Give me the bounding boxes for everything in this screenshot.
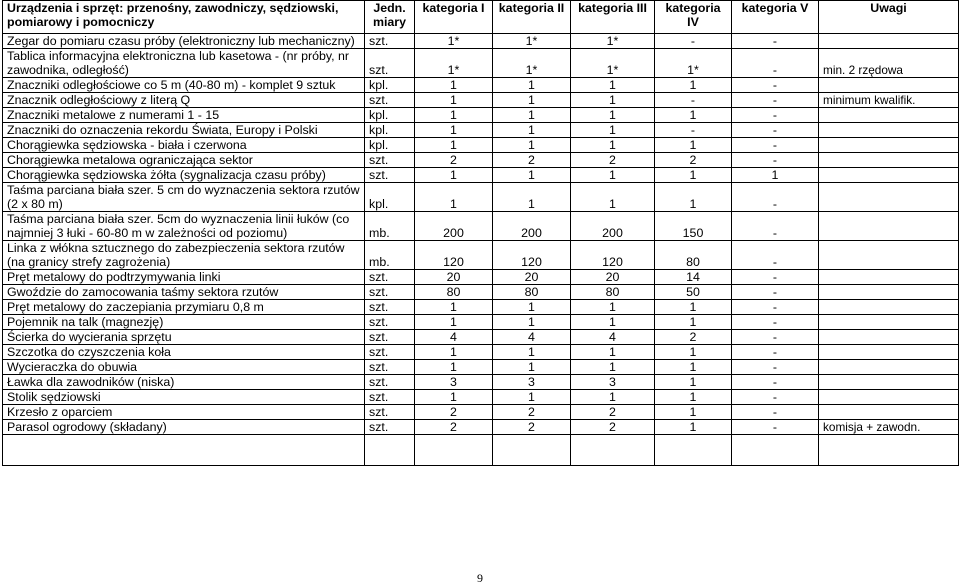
- cell-unit: szt.: [365, 153, 415, 168]
- table-row: [3, 212, 959, 241]
- cell-unit: szt.: [365, 300, 415, 315]
- cell-notes: [819, 138, 959, 153]
- table-row: [3, 138, 959, 153]
- table-row: [3, 108, 959, 123]
- cell-category-4: 50: [655, 285, 732, 300]
- cell-category-4: -: [655, 93, 732, 108]
- header-category-4: kategoria IV: [655, 1, 732, 34]
- cell-item-name: Linka z włókna sztucznego do zabezpieczenia sektora rzutów (na granicy strefy zagrożenia): [3, 241, 365, 270]
- cell-item-name: Gwoździe do zamocowania taśmy sektora rzutów: [3, 285, 365, 300]
- cell-category-3: 1: [571, 108, 655, 123]
- cell-notes: [819, 405, 959, 420]
- cell-category-4: 1: [655, 108, 732, 123]
- table-row: [3, 270, 959, 285]
- cell-notes: [819, 375, 959, 390]
- cell-item-name: Ławka dla zawodników (niska): [3, 375, 365, 390]
- cell-category-4: 1: [655, 375, 732, 390]
- cell-category-3: 1*: [571, 49, 655, 78]
- cell-category-1: 1: [415, 168, 493, 183]
- table-row: [3, 49, 959, 78]
- cell-category-2: 2: [493, 405, 571, 420]
- cell-unit: kpl.: [365, 78, 415, 93]
- cell-category-3: 3: [571, 375, 655, 390]
- cell-item-name: Stolik sędziowski: [3, 390, 365, 405]
- cell-item-name: Znaczniki odległościowe co 5 m (40-80 m) - komplet 9 sztuk: [3, 78, 365, 93]
- cell-unit: szt.: [365, 49, 415, 78]
- cell-unit: szt.: [365, 360, 415, 375]
- cell-notes: [819, 168, 959, 183]
- cell-category-4: 1: [655, 168, 732, 183]
- cell-category-2: 1: [493, 78, 571, 93]
- cell-category-4: 1*: [655, 49, 732, 78]
- cell-category-4: 80: [655, 241, 732, 270]
- cell-category-4: 1: [655, 405, 732, 420]
- cell-notes: [819, 390, 959, 405]
- cell-category-4: 1: [655, 390, 732, 405]
- table-row: [3, 168, 959, 183]
- header-category-1: kategoria I: [415, 1, 493, 34]
- cell-category-3: 2: [571, 405, 655, 420]
- cell-unit: szt.: [365, 285, 415, 300]
- cell-category-1: 1: [415, 108, 493, 123]
- cell-category-4: -: [655, 34, 732, 49]
- cell-category-4: 1: [655, 360, 732, 375]
- cell-category-4: 1: [655, 315, 732, 330]
- cell-category-5: -: [732, 108, 819, 123]
- cell-category-4: 150: [655, 212, 732, 241]
- cell-unit: szt.: [365, 375, 415, 390]
- cell-category-5: -: [732, 93, 819, 108]
- cell-category-2: 1: [493, 168, 571, 183]
- cell-category-2: 2: [493, 420, 571, 435]
- cell-unit: szt.: [365, 345, 415, 360]
- cell-category-4: 14: [655, 270, 732, 285]
- cell-notes: [819, 108, 959, 123]
- cell-item-name: Chorągiewka metalowa ograniczająca sektor: [3, 153, 365, 168]
- cell-item-name: Szczotka do czyszczenia koła: [3, 345, 365, 360]
- header-category-5: kategoria V: [732, 1, 819, 34]
- cell-category-2: 80: [493, 285, 571, 300]
- cell-category-2: 1: [493, 300, 571, 315]
- cell-category-1: 2: [415, 153, 493, 168]
- table-row: [3, 330, 959, 345]
- cell-category-2: 1: [493, 390, 571, 405]
- cell-category-1: 1: [415, 183, 493, 212]
- cell-category-1: 2: [415, 420, 493, 435]
- cell-category-5: -: [732, 345, 819, 360]
- cell-notes: [819, 270, 959, 285]
- cell-category-5: -: [732, 241, 819, 270]
- cell-item-name: Taśma parciana biała szer. 5cm do wyznaczenia linii łuków (co najmniej 3 łuki - 60-80 m w zależności od poziomu): [3, 212, 365, 241]
- cell-notes: [819, 360, 959, 375]
- cell-notes: [819, 123, 959, 138]
- cell-category-3: 4: [571, 330, 655, 345]
- cell-notes: min. 2 rzędowa: [819, 49, 959, 78]
- page-number: 9: [477, 571, 483, 585]
- cell-notes: [819, 78, 959, 93]
- cell-unit: szt.: [365, 330, 415, 345]
- table-row: [3, 390, 959, 405]
- cell-unit: kpl.: [365, 138, 415, 153]
- cell-category-1: 1*: [415, 34, 493, 49]
- cell-item-name: Pojemnik na talk (magnezję): [3, 315, 365, 330]
- cell-category-3: 1: [571, 315, 655, 330]
- table-row: [3, 123, 959, 138]
- cell-category-2: 1: [493, 315, 571, 330]
- cell-category-1: 80: [415, 285, 493, 300]
- cell-category-2: 1: [493, 138, 571, 153]
- cell-notes: [819, 34, 959, 49]
- table-row: [3, 34, 959, 49]
- cell-category-3: 120: [571, 241, 655, 270]
- table-row: [3, 420, 959, 435]
- cell-category-5: -: [732, 375, 819, 390]
- cell-category-5: -: [732, 420, 819, 435]
- cell-category-3: 2: [571, 420, 655, 435]
- cell-unit: mb.: [365, 212, 415, 241]
- cell-category-5: -: [732, 49, 819, 78]
- cell-category-5: -: [732, 78, 819, 93]
- cell-unit: szt.: [365, 420, 415, 435]
- cell-category-4: 1: [655, 300, 732, 315]
- cell-notes: [819, 345, 959, 360]
- cell-category-2: 120: [493, 241, 571, 270]
- cell-category-3: 2: [571, 153, 655, 168]
- cell-category-3: 1: [571, 138, 655, 153]
- cell-category-4: 1: [655, 138, 732, 153]
- cell-item-name: Znaczniki metalowe z numerami 1 - 15: [3, 108, 365, 123]
- cell-unit: kpl.: [365, 108, 415, 123]
- cell-category-1: 1: [415, 123, 493, 138]
- cell-category-5: -: [732, 330, 819, 345]
- cell-notes: [819, 285, 959, 300]
- cell-category-1: 2: [415, 405, 493, 420]
- header-equipment: Urządzenia i sprzęt: przenośny, zawodniczy, sędziowski, pomiarowy i pomocniczy: [3, 1, 365, 34]
- cell-unit: kpl.: [365, 183, 415, 212]
- cell-unit: szt.: [365, 93, 415, 108]
- cell-category-1: 3: [415, 375, 493, 390]
- cell-notes: [819, 241, 959, 270]
- cell-category-5: -: [732, 285, 819, 300]
- cell-category-2: 1: [493, 183, 571, 212]
- cell-category-4: 1: [655, 183, 732, 212]
- cell-category-1: 200: [415, 212, 493, 241]
- table-row: [3, 78, 959, 93]
- cell-unit: szt.: [365, 34, 415, 49]
- cell-category-1: 1: [415, 390, 493, 405]
- cell-notes: [819, 315, 959, 330]
- cell-notes: [819, 330, 959, 345]
- cell-category-2: 1*: [493, 49, 571, 78]
- equipment-table: [2, 0, 959, 466]
- cell-category-1: 1: [415, 315, 493, 330]
- cell-category-3: 1: [571, 78, 655, 93]
- cell-category-1: 4: [415, 330, 493, 345]
- table-row: [3, 360, 959, 375]
- cell-category-5: -: [732, 153, 819, 168]
- cell-item-name: Taśma parciana biała szer. 5 cm do wyznaczenia sektora rzutów (2 x 80 m): [3, 183, 365, 212]
- cell-category-3: 80: [571, 285, 655, 300]
- table-row: [3, 153, 959, 168]
- cell-category-4: 2: [655, 330, 732, 345]
- header-category-3: kategoria III: [571, 1, 655, 34]
- cell-category-4: 1: [655, 78, 732, 93]
- cell-category-2: 1: [493, 123, 571, 138]
- cell-category-1: 1: [415, 345, 493, 360]
- cell-category-3: 1*: [571, 34, 655, 49]
- cell-item-name: Zegar do pomiaru czasu próby (elektroniczny lub mechaniczny): [3, 34, 365, 49]
- cell-unit: szt.: [365, 168, 415, 183]
- cell-category-1: 20: [415, 270, 493, 285]
- cell-category-5: 1: [732, 168, 819, 183]
- cell-category-3: 1: [571, 300, 655, 315]
- cell-category-4: 1: [655, 345, 732, 360]
- header-category-2: kategoria II: [493, 1, 571, 34]
- cell-category-2: 4: [493, 330, 571, 345]
- cell-category-1: 120: [415, 241, 493, 270]
- cell-unit: szt.: [365, 270, 415, 285]
- cell-category-3: 1: [571, 360, 655, 375]
- table-row: [3, 241, 959, 270]
- cell-category-1: 1: [415, 93, 493, 108]
- table-row: [3, 93, 959, 108]
- cell-category-3: 1: [571, 123, 655, 138]
- cell-unit: szt.: [365, 315, 415, 330]
- cell-unit: kpl.: [365, 123, 415, 138]
- cell-unit: szt.: [365, 390, 415, 405]
- cell-item-name: Znaczniki do oznaczenia rekordu Świata, Europy i Polski: [3, 123, 365, 138]
- table-row: [3, 345, 959, 360]
- table-row: [3, 405, 959, 420]
- cell-category-3: 200: [571, 212, 655, 241]
- cell-category-3: 1: [571, 345, 655, 360]
- cell-category-2: 1: [493, 108, 571, 123]
- cell-notes: minimum kwalifik.: [819, 93, 959, 108]
- cell-category-3: 1: [571, 390, 655, 405]
- cell-category-1: 1: [415, 138, 493, 153]
- cell-category-1: 1: [415, 360, 493, 375]
- cell-item-name: Pręt metalowy do podtrzymywania linki: [3, 270, 365, 285]
- empty-row: [3, 435, 959, 466]
- table-row: [3, 285, 959, 300]
- cell-category-2: 1*: [493, 34, 571, 49]
- cell-category-2: 20: [493, 270, 571, 285]
- cell-category-2: 200: [493, 212, 571, 241]
- header-unit: Jedn. miary: [365, 1, 415, 34]
- cell-item-name: Wycieraczka do obuwia: [3, 360, 365, 375]
- cell-category-5: -: [732, 360, 819, 375]
- cell-category-5: -: [732, 123, 819, 138]
- cell-unit: szt.: [365, 405, 415, 420]
- cell-category-5: -: [732, 390, 819, 405]
- cell-category-5: -: [732, 212, 819, 241]
- table-row: [3, 315, 959, 330]
- cell-category-5: -: [732, 138, 819, 153]
- cell-category-5: -: [732, 183, 819, 212]
- cell-notes: komisja + zawodn.: [819, 420, 959, 435]
- cell-category-1: 1: [415, 300, 493, 315]
- table-row: [3, 183, 959, 212]
- cell-category-5: -: [732, 34, 819, 49]
- cell-category-4: -: [655, 123, 732, 138]
- cell-category-2: 2: [493, 153, 571, 168]
- cell-notes: [819, 300, 959, 315]
- cell-notes: [819, 183, 959, 212]
- cell-category-4: 2: [655, 153, 732, 168]
- cell-category-4: 1: [655, 420, 732, 435]
- cell-category-2: 1: [493, 93, 571, 108]
- cell-category-2: 1: [493, 345, 571, 360]
- cell-category-2: 3: [493, 375, 571, 390]
- cell-item-name: Krzesło z oparciem: [3, 405, 365, 420]
- header-row: [3, 1, 959, 34]
- cell-category-1: 1: [415, 78, 493, 93]
- cell-category-3: 1: [571, 93, 655, 108]
- table-row: [3, 375, 959, 390]
- header-notes: Uwagi: [819, 1, 959, 34]
- cell-item-name: Chorągiewka sędziowska żółta (sygnalizacja czasu próby): [3, 168, 365, 183]
- cell-notes: [819, 153, 959, 168]
- cell-category-5: -: [732, 315, 819, 330]
- cell-category-1: 1*: [415, 49, 493, 78]
- cell-item-name: Parasol ogrodowy (składany): [3, 420, 365, 435]
- cell-category-2: 1: [493, 360, 571, 375]
- cell-category-5: -: [732, 405, 819, 420]
- cell-item-name: Chorągiewka sędziowska - biała i czerwona: [3, 138, 365, 153]
- cell-item-name: Tablica informacyjna elektroniczna lub kasetowa - (nr próby, nr zawodnika, odległość): [3, 49, 365, 78]
- cell-category-3: 1: [571, 168, 655, 183]
- table-row: [3, 300, 959, 315]
- cell-unit: mb.: [365, 241, 415, 270]
- cell-category-3: 20: [571, 270, 655, 285]
- cell-item-name: Pręt metalowy do zaczepiania przymiaru 0,8 m: [3, 300, 365, 315]
- cell-category-5: -: [732, 270, 819, 285]
- cell-category-3: 1: [571, 183, 655, 212]
- cell-item-name: Znacznik odległościowy z literą Q: [3, 93, 365, 108]
- cell-category-5: -: [732, 300, 819, 315]
- cell-notes: [819, 212, 959, 241]
- cell-item-name: Ścierka do wycierania sprzętu: [3, 330, 365, 345]
